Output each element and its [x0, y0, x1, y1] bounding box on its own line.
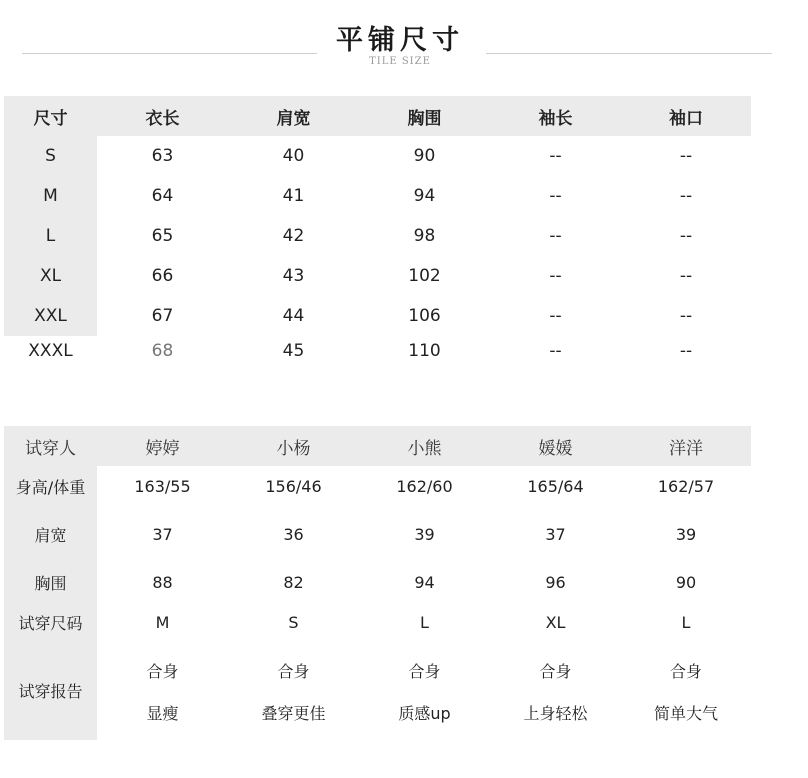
- table-cell: 96: [545, 572, 566, 592]
- cuff-value: --: [679, 146, 693, 166]
- header-size: 尺寸: [33, 108, 68, 129]
- length-value: 63: [151, 146, 174, 166]
- report-comment: 简单大气: [653, 703, 718, 723]
- shoulder-value: 44: [282, 306, 305, 326]
- table-cell: 94: [414, 572, 435, 592]
- shoulder-value: 42: [282, 226, 305, 246]
- table-cell: 162/57: [657, 476, 715, 496]
- length-value: 66: [151, 266, 174, 286]
- size-table: [4, 96, 751, 376]
- shoulder-value: 43: [282, 266, 305, 286]
- shoulder-value: 41: [282, 186, 305, 206]
- table-cell: 39: [675, 524, 697, 544]
- table-cell: 165/64: [527, 476, 584, 496]
- table-row: [4, 512, 751, 556]
- table-row: [4, 466, 751, 506]
- title-divider-left: [22, 53, 317, 54]
- table-cell: 36: [283, 524, 304, 544]
- table-cell: 39: [414, 524, 435, 544]
- report-comment: 显瘦: [146, 703, 179, 723]
- title-divider-right: [486, 53, 772, 54]
- cuff-value: --: [679, 226, 693, 246]
- table-row: [4, 256, 751, 296]
- table-cell: 88: [152, 572, 173, 592]
- report-comment: 质感up: [398, 703, 451, 723]
- table-row: [4, 296, 751, 336]
- table-cell: L: [681, 612, 691, 632]
- chest-value: 106: [408, 306, 441, 326]
- table-cell: 90: [675, 572, 697, 592]
- table-cell: 82: [283, 572, 304, 592]
- chest-value: 98: [413, 226, 436, 246]
- page-title: 平铺尺寸: [336, 25, 464, 56]
- table-row: [4, 176, 751, 216]
- cuff-value: --: [679, 266, 693, 286]
- report-comment: 叠穿更佳: [261, 703, 326, 723]
- chest-value: 94: [413, 186, 436, 206]
- title-header: [0, 0, 808, 80]
- header-sleeve-length: 袖长: [538, 108, 573, 129]
- row-label: 试穿尺码: [18, 613, 83, 633]
- row-label: 肩宽: [34, 525, 67, 545]
- fit-table: [4, 426, 751, 740]
- report-fit: 合身: [408, 661, 441, 681]
- cuff-value: --: [679, 306, 693, 326]
- report-comment: 上身轻松: [523, 703, 588, 723]
- table-cell: L: [420, 612, 429, 632]
- length-value: 68: [151, 341, 174, 361]
- header-model: 小熊: [407, 438, 442, 459]
- table-row: [4, 560, 751, 604]
- length-value: 65: [151, 226, 174, 246]
- size-label: XXL: [34, 306, 67, 326]
- chest-value: 110: [408, 341, 441, 361]
- report-fit: 合身: [669, 661, 702, 681]
- report-fit: 合身: [277, 661, 310, 681]
- sleeve-length-value: --: [549, 306, 562, 326]
- row-label: 胸围: [34, 573, 67, 593]
- fit-table-header-row: [4, 426, 751, 466]
- sleeve-length-value: --: [549, 341, 562, 361]
- header-chest: 胸围: [407, 108, 442, 129]
- shoulder-value: 40: [282, 146, 305, 166]
- table-cell: 156/46: [265, 476, 322, 496]
- length-value: 67: [151, 306, 174, 326]
- table-cell: M: [155, 612, 170, 632]
- row-label: 试穿报告: [18, 681, 83, 701]
- table-cell: 162/60: [396, 476, 453, 496]
- chest-value: 102: [408, 266, 441, 286]
- table-cell: 163/55: [134, 476, 191, 496]
- header-model: 小杨: [276, 438, 311, 459]
- cuff-value: --: [679, 186, 693, 206]
- report-fit: 合身: [539, 661, 572, 681]
- sleeve-length-value: --: [549, 226, 562, 246]
- table-cell: 37: [152, 524, 173, 544]
- table-cell: 37: [545, 524, 566, 544]
- chest-value: 90: [413, 146, 436, 166]
- sleeve-length-value: --: [549, 146, 562, 166]
- table-row: [4, 136, 751, 176]
- size-label: XL: [39, 266, 62, 286]
- report-line-1: [4, 650, 751, 690]
- report-line-2: [4, 692, 751, 732]
- size-label: S: [45, 146, 56, 166]
- size-table-header-row: [4, 96, 751, 136]
- size-label: M: [43, 186, 58, 206]
- header-model: 婷婷: [145, 438, 180, 459]
- length-value: 64: [151, 186, 174, 206]
- sleeve-length-value: --: [549, 266, 562, 286]
- shoulder-value: 45: [282, 341, 305, 361]
- table-row: [4, 336, 751, 366]
- table-cell: S: [288, 612, 299, 632]
- header-length: 衣长: [145, 108, 180, 129]
- page-subtitle: TILE SIZE: [369, 56, 431, 67]
- table-row: [4, 216, 751, 256]
- report-fit: 合身: [146, 661, 179, 681]
- row-label: 身高/体重: [15, 477, 86, 497]
- size-label: L: [45, 226, 56, 246]
- table-row: [4, 602, 751, 642]
- table-cell: XL: [545, 612, 566, 632]
- header-model: 媛媛: [538, 438, 573, 459]
- sleeve-length-value: --: [549, 186, 562, 206]
- header-cuff: 袖口: [669, 108, 703, 129]
- header-model: 洋洋: [669, 438, 703, 459]
- header-tester: 试穿人: [25, 438, 76, 459]
- header-shoulder: 肩宽: [276, 108, 311, 129]
- size-label: XXXL: [28, 341, 73, 361]
- cuff-value: --: [679, 341, 693, 361]
